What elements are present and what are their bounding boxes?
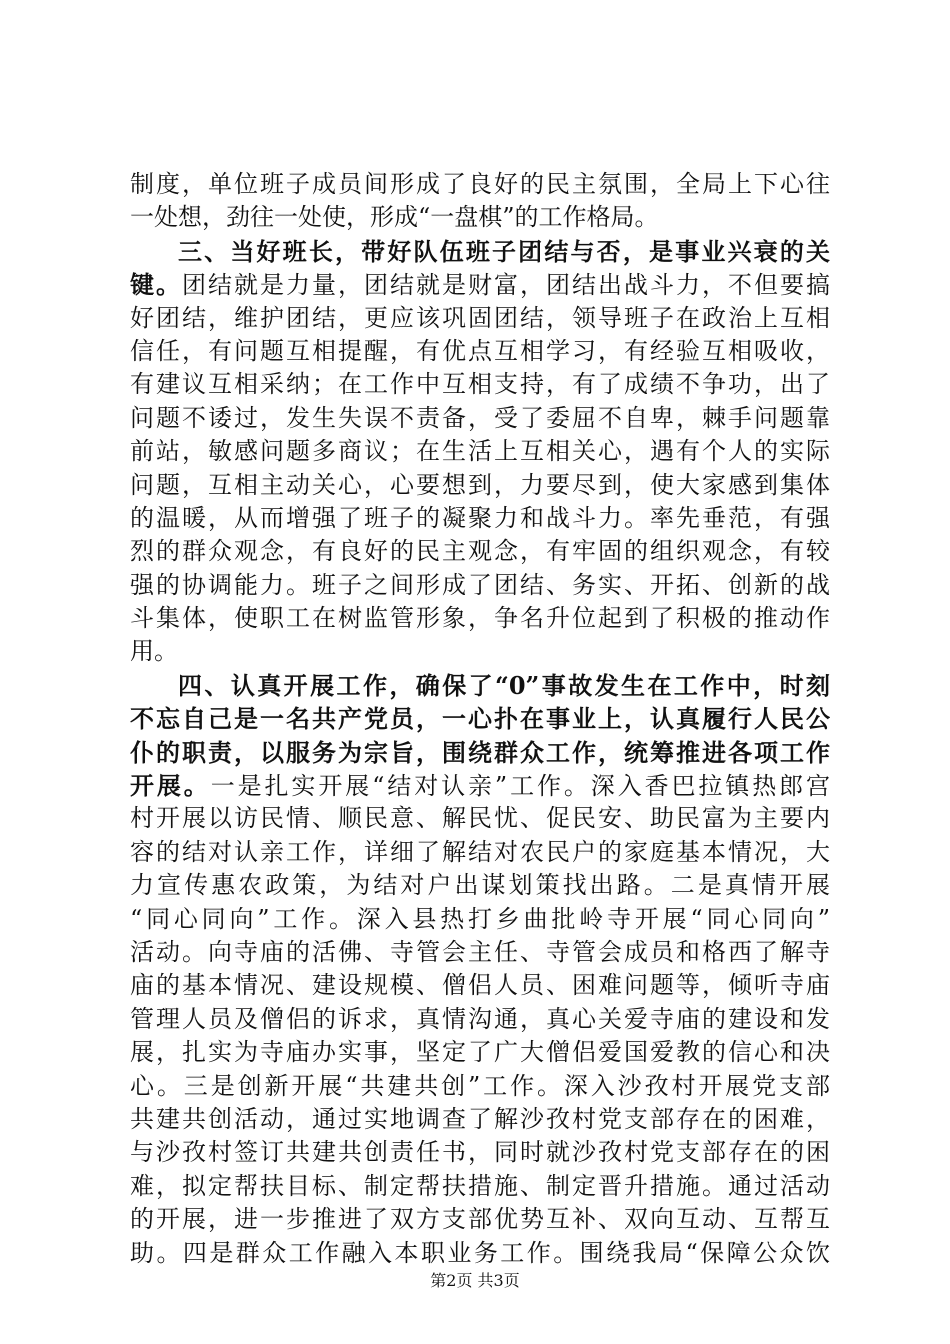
body-text: 展，扎实为寺庙办实事，坚定了广大僧侣爱国爱教的信心和决 [130, 1038, 830, 1067]
document-line [130, 969, 830, 1002]
document-line [130, 802, 830, 835]
document-line [130, 1170, 830, 1203]
body-text: 管理人员及僧侣的诉求，真情沟通，真心关爱寺庙的建设和发 [130, 1004, 830, 1033]
document-line [130, 268, 830, 301]
document-line [130, 1237, 830, 1270]
document-line [130, 836, 830, 869]
body-text: 一是扎实开展“结对认亲”工作。深入香巴拉镇热郎宫 [210, 772, 830, 801]
document-line [130, 1070, 830, 1103]
body-text: 制度，单位班子成员间形成了良好的民主氛围，全局上下心往 [130, 170, 830, 198]
document-line [130, 869, 830, 902]
document-line [130, 1136, 830, 1169]
document-line [130, 1003, 830, 1036]
document-line [130, 469, 830, 502]
body-text: 庙的基本情况、建设规模、僧侣人员、困难问题等，倾听寺庙 [130, 971, 830, 1000]
body-text: 强的协调能力。班子之间形成了团结、务实、开拓、创新的战 [130, 570, 830, 599]
body-text: 的温暖，从而增强了班子的凝聚力和战斗力。率先垂范，有强 [130, 503, 830, 532]
body-text: 问题不诿过，发生失误不责备，受了委屈不自卑，棘手问题靠 [130, 403, 830, 432]
document-line [130, 368, 830, 401]
body-text: 问题，互相主动关心，心要想到，力要尽到，使大家感到集体 [130, 470, 830, 499]
body-text: 的开展，进一步推进了双方支部优势互补、双向互动、互帮互 [130, 1205, 830, 1234]
body-text: 共建共创活动，通过实地调查了解沙孜村党支部存在的困难， [130, 1104, 830, 1133]
document-line [130, 669, 830, 702]
document-line [130, 635, 830, 668]
document-line [130, 201, 830, 234]
document-line [130, 1103, 830, 1136]
body-text: 难，拟定帮扶目标、制定帮扶措施、制定晋升措施。通过活动 [130, 1171, 830, 1200]
body-text: 容的结对认亲工作，详细了解结对农民户的家庭基本情况，大 [130, 837, 830, 866]
bold-heading-text: 三、当好班长，带好队伍班子团结与否，是事业兴衰的关 [178, 236, 830, 266]
document-line [130, 1203, 830, 1236]
body-text: 村开展以访民情、顺民意、解民忧、促民安、助民富为主要内 [130, 804, 830, 833]
body-text: 斗集体，使职工在树监管形象，争名升位起到了积极的推动作 [130, 604, 830, 633]
bold-heading-text: 不忘自己是一名共产党员，一心扑在事业上，认真履行人民公 [130, 704, 830, 734]
document-line [130, 168, 830, 201]
document-body [130, 168, 830, 1270]
body-text: 好团结，维护团结，更应该巩固团结，领导班子在政治上互相 [130, 303, 830, 332]
bold-heading-text: 开展。 [130, 771, 211, 801]
document-line [130, 903, 830, 936]
body-text: 信任，有问题互相提醒，有优点互相学习，有经验互相吸收， [130, 336, 830, 365]
document-line [130, 1036, 830, 1069]
body-text: 助。四是群众工作融入本职业务工作。围绕我局“保障公众饮 [130, 1238, 830, 1267]
body-text: 用。 [130, 637, 178, 666]
document-line [130, 535, 830, 568]
document-line [130, 335, 830, 368]
body-text: 与沙孜村签订共建共创责任书，同时就沙孜村党支部存在的困 [130, 1138, 830, 1167]
page-footer: 第2页 共3页 [430, 1271, 520, 1290]
document-line [130, 435, 830, 468]
document-line [130, 736, 830, 769]
document-line [130, 602, 830, 635]
body-text: 活动。向寺庙的活佛、寺管会主任、寺管会成员和格西了解寺 [130, 937, 830, 966]
body-text: 心。三是创新开展“共建共创”工作。深入沙孜村开展党支部 [130, 1071, 830, 1100]
document-line [130, 235, 830, 268]
bold-heading-text: 四、认真开展工作，确保了“0”事故发生在工作中，时刻 [178, 670, 830, 700]
body-text: 前站，敏感问题多商议；在生活上互相关心，遇有个人的实际 [130, 437, 830, 466]
body-text: 烈的群众观念，有良好的民主观念，有牢固的组织观念，有较 [130, 537, 830, 566]
document-line [130, 302, 830, 335]
document-line [130, 402, 830, 435]
document-line [130, 502, 830, 535]
body-text: 一处想，劲往一处使，形成“一盘棋”的工作格局。 [130, 203, 659, 232]
body-text: 有建议互相采纳；在工作中互相支持，有了成绩不争功，出了 [130, 370, 830, 399]
document-line [130, 569, 830, 602]
bold-heading-text: 仆的职责，以服务为宗旨，围绕群众工作，统筹推进各项工作 [130, 737, 830, 767]
document-line [130, 769, 830, 802]
document-line [130, 936, 830, 969]
body-text: “同心同向”工作。深入县热打乡曲批岭寺开展“同心同向” [130, 904, 830, 933]
body-text: 力宣传惠农政策，为结对户出谋划策找出路。二是真情开展 [130, 871, 830, 900]
body-text: 团结就是力量，团结就是财富，团结出战斗力，不但要搞 [182, 271, 830, 300]
bold-heading-text: 键。 [130, 270, 182, 300]
document-line [130, 702, 830, 735]
